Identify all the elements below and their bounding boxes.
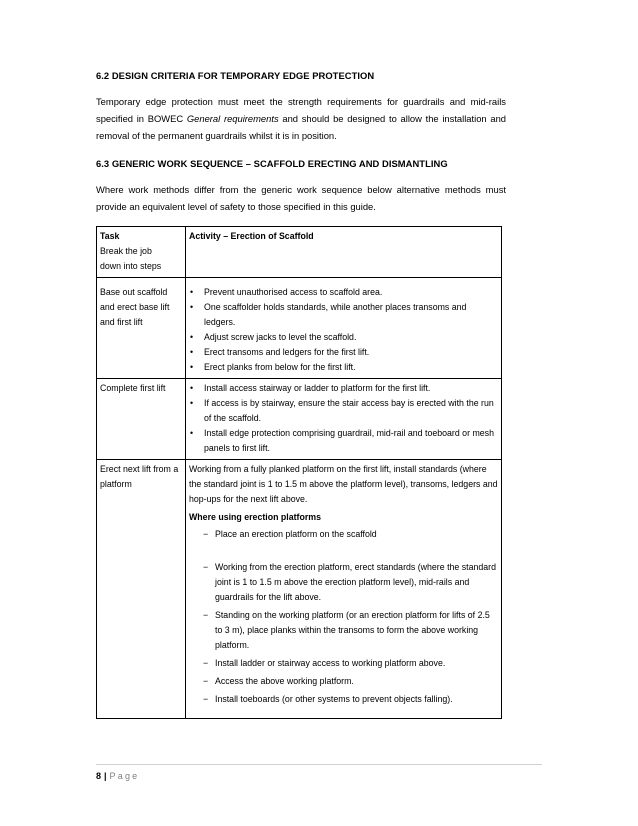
activity-cell	[186, 379, 502, 460]
document-title-italic: General requirements	[186, 113, 279, 124]
activity-header-title: Activity – Erection of Scaffold	[189, 231, 314, 241]
work-sequence-table	[96, 226, 502, 719]
section-6-3-heading: 6.3 GENERIC WORK SEQUENCE – SCAFFOLD ERECTING AND DISMANTLING	[96, 158, 448, 169]
list-item: • Erect transoms and ledgers for the first lift.	[189, 345, 498, 360]
paragraph-line	[96, 110, 506, 127]
task-header-subtitle: down into steps	[100, 261, 162, 271]
page-number: 8	[96, 771, 102, 781]
page-footer	[96, 771, 139, 781]
activity-bullet-list	[189, 381, 498, 456]
list-item: • If access is by stairway, ensure the stair access bay is erected with the run of the scaffold.	[189, 396, 498, 426]
task-cell	[97, 460, 186, 719]
erection-platforms-subheading: Where using erection platforms	[189, 512, 321, 522]
task-text: Complete first lift	[100, 383, 166, 393]
activity-intro: Working from a fully planked platform on the first lift, install standards (where the standard joint is 1 to 1.5 m above the platform level), transoms, ledgers and hop-ups for the next lift above.	[189, 464, 498, 504]
list-item: • One scaffolder holds standards, while another places transoms and ledgers.	[189, 300, 498, 330]
activity-bullet-list	[189, 285, 498, 375]
paragraph-line: Temporary edge protection must meet the strength requirements for guardrails and mid-rails	[96, 96, 506, 107]
paragraph-line: provide an equivalent level of safety to those specified in this guide.	[96, 201, 376, 212]
page-label: Page	[109, 771, 140, 781]
list-item: − Access the above working platform.	[203, 674, 498, 689]
task-cell	[97, 379, 186, 460]
task-text: Base out scaffold and erect base lift and first lift	[100, 287, 170, 327]
table-header-row	[97, 227, 502, 278]
list-item: − Working from the erection platform, erect standards (where the standard joint is 1 to 1.5 m above the erection platform level), mid-rails and guardrails for the lift above.	[203, 560, 498, 605]
erection-steps-list	[189, 527, 498, 707]
list-item: − Install toeboards (or other systems to prevent objects falling).	[203, 692, 498, 707]
paragraph-text: specified in BOWEC	[96, 113, 187, 124]
section-6-3-paragraph	[96, 181, 506, 215]
task-text: Erect next lift from a platform	[100, 464, 179, 489]
activity-header-cell	[186, 227, 502, 278]
table-row	[97, 460, 502, 719]
list-item: − Place an erection platform on the scaffold	[203, 527, 498, 542]
task-header-subtitle: Break the job	[100, 246, 152, 256]
footer-divider	[96, 764, 542, 765]
list-item: − Standing on the working platform (or an erection platform for lifts of 2.5 to 3 m), place planks within the transoms to form the above working platform.	[203, 608, 498, 653]
list-item: • Erect planks from below for the first lift.	[189, 360, 498, 375]
list-item: • Install access stairway or ladder to platform for the first lift.	[189, 381, 498, 396]
task-header-cell	[97, 227, 186, 278]
task-cell	[97, 278, 186, 379]
footer-separator: |	[104, 771, 107, 781]
table-row	[97, 379, 502, 460]
list-item: • Install edge protection comprising guardrail, mid-rail and toeboard or mesh panels to first lift.	[189, 426, 498, 456]
table-row	[97, 278, 502, 379]
task-header-title: Task	[100, 231, 120, 241]
paragraph-line: removal of the permanent guardrails whilst it is in position.	[96, 130, 337, 141]
section-6-2-heading: 6.2 DESIGN CRITERIA FOR TEMPORARY EDGE PROTECTION	[96, 70, 375, 81]
paragraph-line: Where work methods differ from the generic work sequence below alternative methods must	[96, 184, 506, 195]
activity-cell	[186, 278, 502, 379]
list-item: − Install ladder or stairway access to working platform above.	[203, 656, 498, 671]
activity-cell	[186, 460, 502, 719]
list-item: • Prevent unauthorised access to scaffold area.	[189, 285, 498, 300]
paragraph-text: and should be designed to allow the installation and	[278, 113, 506, 124]
list-item: • Adjust screw jacks to level the scaffold.	[189, 330, 498, 345]
section-6-2-paragraph	[96, 93, 506, 144]
